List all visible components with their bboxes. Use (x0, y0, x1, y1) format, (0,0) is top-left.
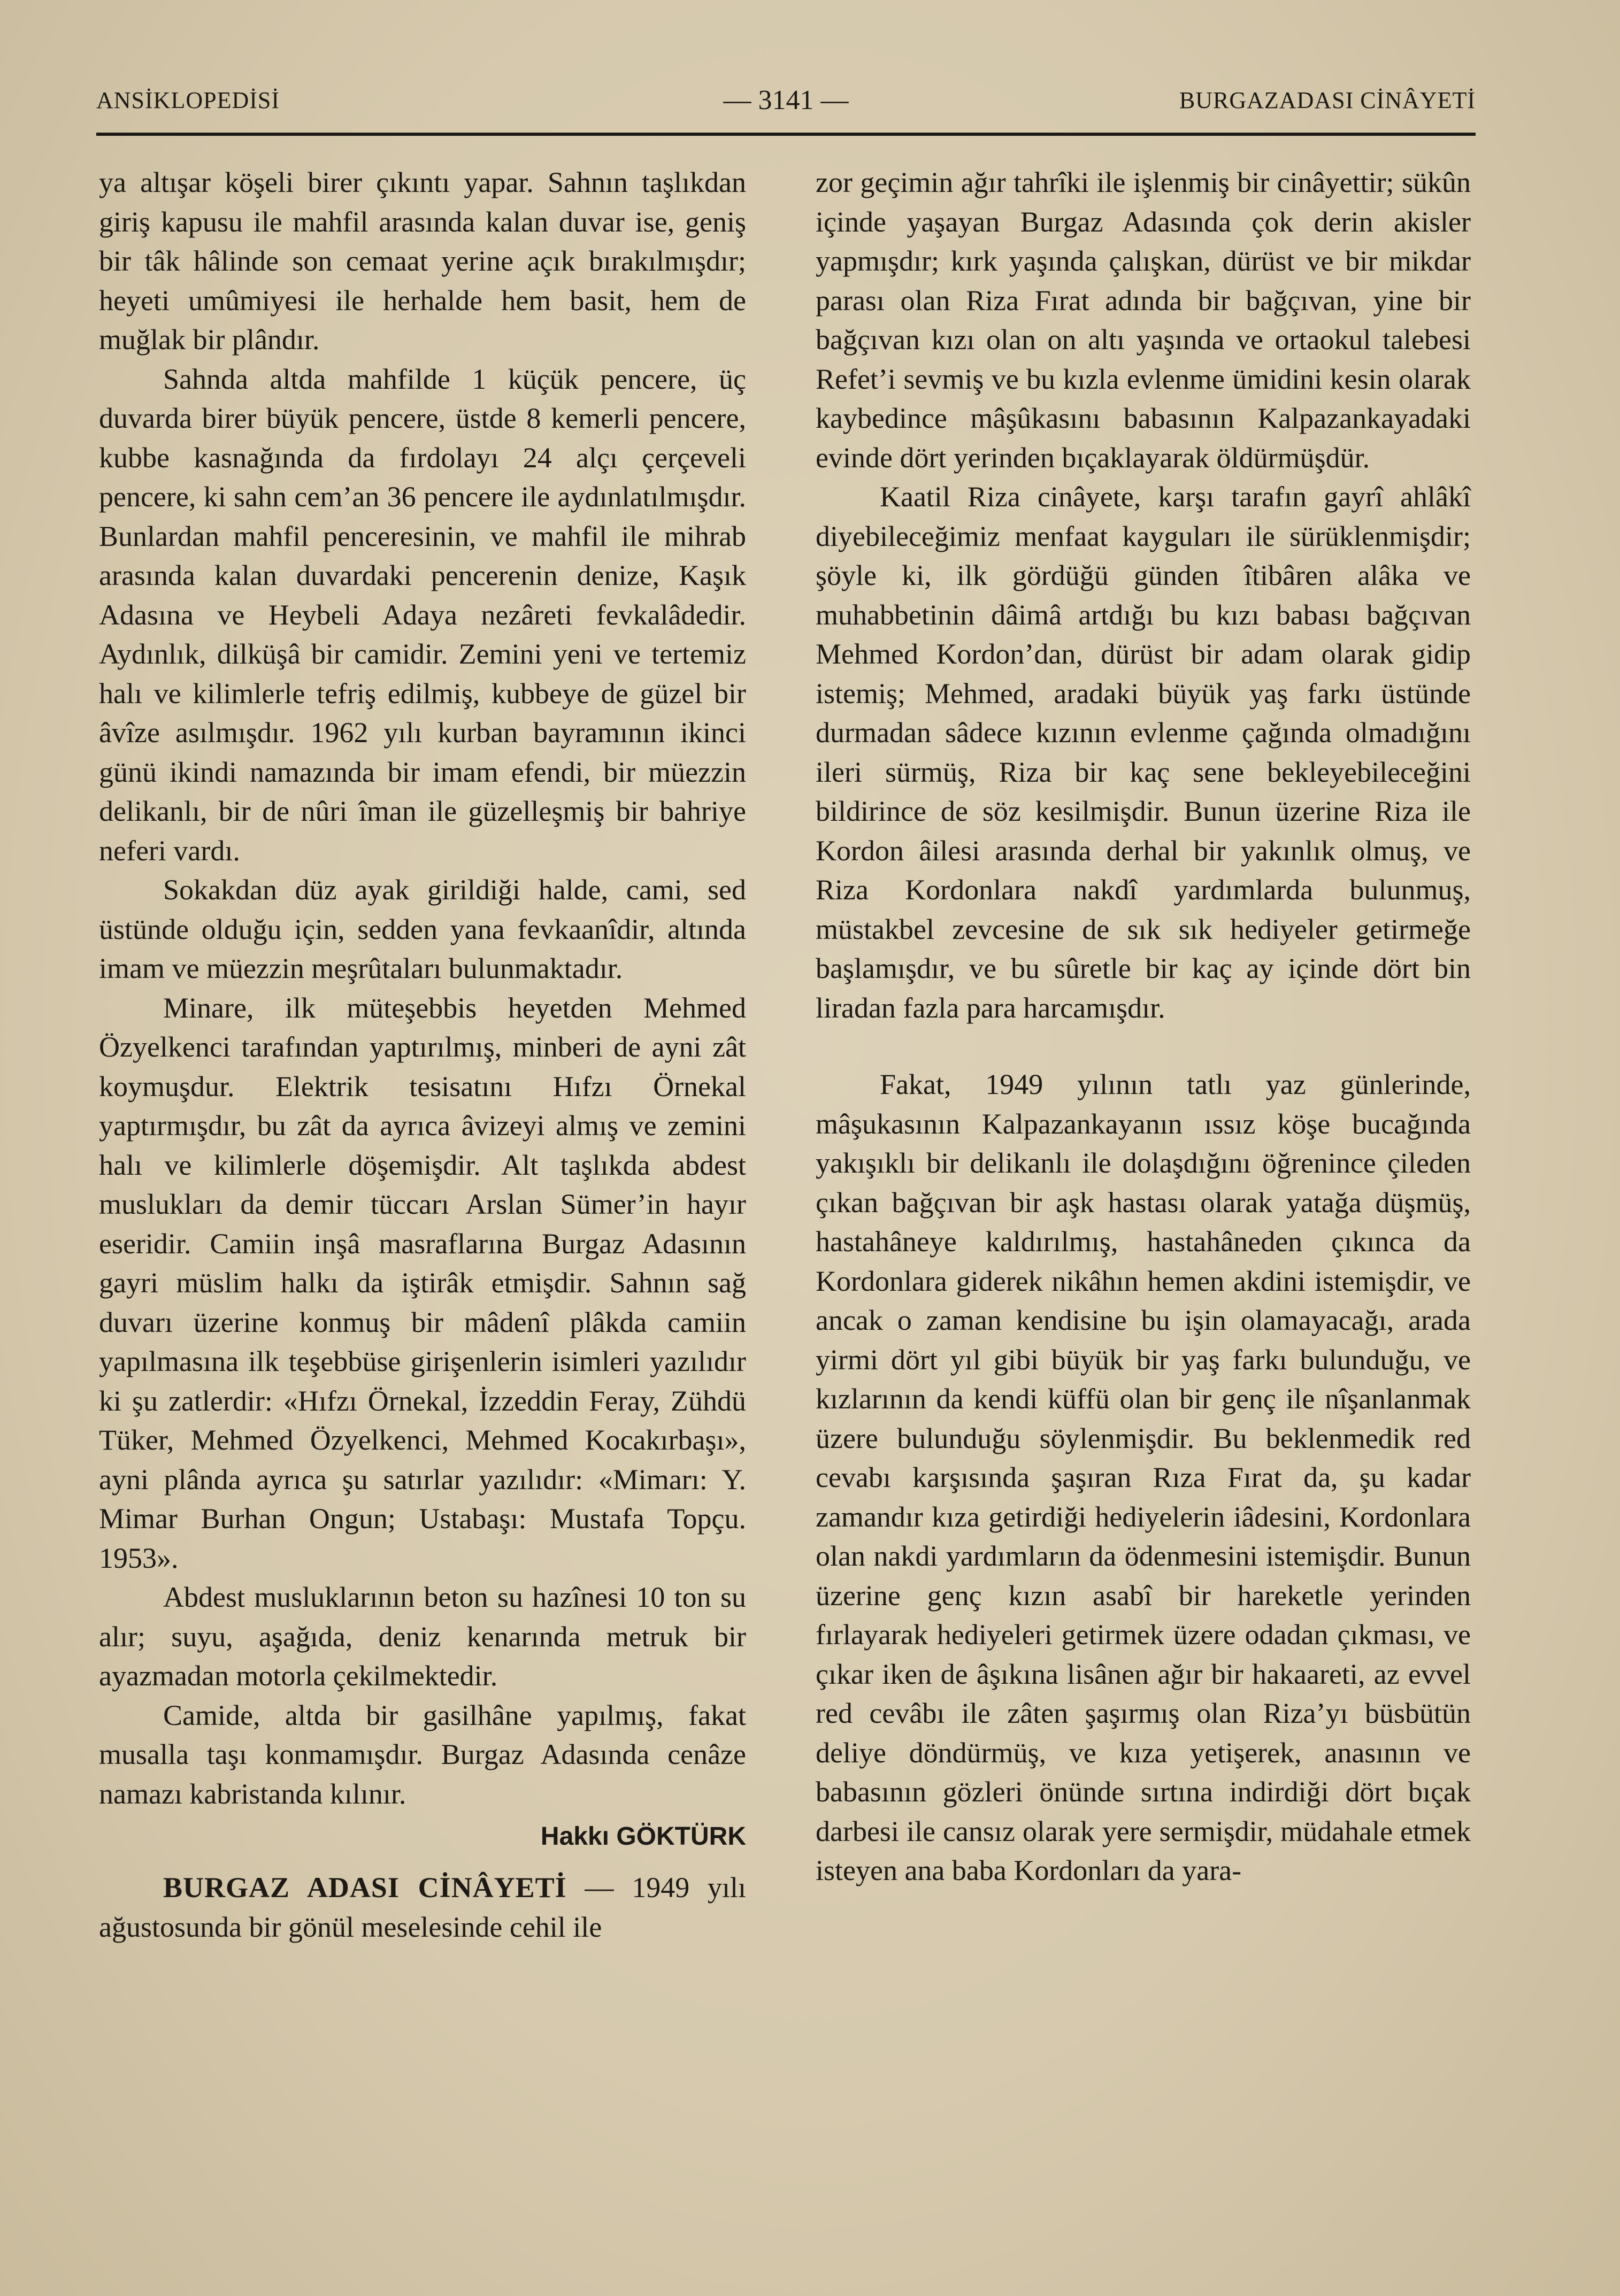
paragraph: Sahnda altda mahfilde 1 küçük pencere, üç duvarda birer büyük pencere, üstde 8 kemerli pencere, kubbe kasnağında da fırdolayı 24 alçı çerçeveli pencere, ki sahn cem’an 36 pencere ile aydınlatılmışdır. Bunlardan mahfil penceresinin, ve mahfil ile mihrab arasında kalan duvardaki pencerenin denize, Kaşık Adasına ve Heybeli Adaya nezâreti fevkalâdedir. Aydınlık, dilküşâ bir camidir. Zemini yeni ve tertemiz halı ve kilimlerle tefriş edilmiş, kubbeye de güzel bir âvîze asılmışdır. 1962 yılı kurban bayramının ikinci günü ikindi namazında bir imam efendi, bir müezzin delikanlı, bir de nûri îman ile güzelleşmiş bir bahriye neferi vardı. (99, 363, 746, 867)
paragraph: Kaatil Riza cinâyete, karşı tarafın gayrî ahlâkî diyebileceğimiz menfaat kayguları ile sürüklenmişdir; şöyle ki, ilk gördüğü günden îtibâren alâka ve muhabbetinin dâimâ artdığı bu kızı babası bağçıvan Mehmed Kordon’dan, dürüst bir adam olarak gidip istemiş; Mehmed, aradaki büyük yaş farkı üstünde durmadan sâdece kızının evlenme çağında olmadığını ileri sürmüş, Riza bir kaç sene bekleyebileceğini bildirince de söz kesilmişdir. Bunun üzerine Riza ile Kordon âilesi arasında derhal bir yakınlık olmuş, ve Riza Kordonlara nakdî yardımlarda bulunmuş, müstakbel zevcesine de sık sık hediyeler getirmeğe başlamışdır, ve bu sûretle bir kaç ay içinde dört bin liradan fazla para harcamışdır. (816, 481, 1471, 1024)
author-signature: Hakkı GÖKTÜRK (540, 1822, 746, 1851)
paragraph: ya altışar köşeli birer çıkıntı yapar. Sahnın taşlıkdan giriş kapusu ile mahfil arasında kalan duvar ise, geniş bir tâk hâlinde son cemaat yerine açık bırakılmışdır; heyeti umûmiyesi ile herhalde hem basit, hem de muğlak bir plândır. (99, 166, 746, 356)
entry-start (99, 1868, 746, 1947)
paragraph: Abdest musluklarının beton su hazînesi 10 ton su alır; suyu, aşağıda, deniz kenarında metruk bir ayazmadan motorla çekilmektedir. (99, 1581, 746, 1692)
header-publication-title: ANSİKLOPEDİSİ (96, 87, 280, 113)
paragraph: Sokakdan düz ayak girildiği halde, cami, sed üstünde olduğu için, sedden yana fevkaanîdir, altında imam ve müezzin meşrûtaları bulunmaktadır. (99, 874, 746, 984)
left-column (99, 163, 746, 1947)
header-rule (96, 133, 1476, 136)
page-number: — 3141 — (723, 85, 849, 115)
entry-intro: — 1949 yılı ağustosunda bir gönül meselesinde cehil ile (99, 1871, 747, 1943)
paragraph: zor geçimin ağır tahrîki ile işlenmiş bir cinâyettir; sükûn içinde yaşayan Burgaz Adasında çok derin akisler yapmışdır; kırk yaşında çalışkan, dürüst ve bir mikdar parası olan Riza Fırat adında bir bağçıvan, yine bir bağçıvan kızı olan on altı yaşında ve ortaokul talebesi Refet’i sevmiş ve bu kızla evlenme ümidini kesin olarak kaybedince mâşûkasını babasının Kalpazankayadaki evinde dört yerinden bıçaklayarak öldürmüşdür. (816, 166, 1471, 474)
right-column (816, 163, 1471, 1891)
paragraph: Minare, ilk müteşebbis heyetden Mehmed Özyelkenci tarafından yaptırılmış, minberi de ayni zât koymuşdur. Elektrik tesisatını Hıfzı Örnekal yaptırmışdır, bu zât da ayrıca âvizeyi almış ve zemini halı ve kilimlerle döşemişdir. Alt taşlıkda abdest muslukları da demir tüccarı Arslan Sümer’in hayır eseridir. Camiin inşâ masraflarına Burgaz Adasının gayri müslim halkı da iştirâk etmişdir. Sahnın sağ duvarı üzerine konmuş bir mâdenî plâkda camiin yapılmasına ilk teşebbüse girişenlerin isimleri yazılıdır ki şu zatlerdir: «Hıfzı Örnekal, İzzeddin Feray, Zühdü Tüker, Mehmed Özyelkenci, Mehmed Kocakırbaşı», ayni plânda ayrıca şu satırlar yazılıdır: «Mimarı: Y. Mimar Burhan Ongun; Ustabaşı: Mustafa Topçu. 1953». (99, 991, 746, 1574)
header-entry-title: BURGAZADASI CİNÂYETİ (1179, 87, 1476, 113)
paragraph: Fakat, 1949 yılının tatlı yaz günlerinde, mâşukasının Kalpazankayanın ıssız köşe bucağında yakışıklı bir delikanlı ile dolaşdığını öğrenince çileden çıkan bağçıvan bir aşk hastası olarak yatağa düşmüş, hastahâneye kaldırılmış, hastahâneden çıkınca da Kordonlara giderek nikâhın hemen akdini istemişdir, ve ancak o zaman kendisine bu işin olamayacağı, arada yirmi dört yıl gibi büyük bir yaş farkı bulunduğu, ve kızlarının da kendi küffü olan bir genç ile nîşanlanmak üzere bulunduğu söylenmişdir. Bu beklenmedik red cevabı karşısında şaşıran Rıza Fırat da, şu kadar zamandır kıza getirdiği hediyelerin iâdesini, Kordonlara olan nakdi yardımların da ödenmesini istemişdir. Bunun üzerine genç kızın asabî bir hareketle yerinden fırlayarak hediyeleri getirmek üzere odadan çıkması, ve çıkar iken de âşıkına lisânen ağır bir hakaareti, az evvel red cevâbı ile zâten şaşırmış olan Riza’yı büsbütün deliye döndürmüş, ve kıza yetişerek, anasının ve babasının gözleri önünde sırtına indirdiği dört bıçak darbesi ile cansız olarak yere sermişdir, müdahale etmek isteyen ana baba Kordonları da yara- (816, 1068, 1471, 1886)
page-header (96, 80, 1476, 123)
entry-heading: BURGAZ ADASI CİNÂYETİ (163, 1871, 567, 1904)
paragraph: Camide, altda bir gasilhâne yapılmış, fakat musalla taşı konmamışdır. Burgaz Adasında cenâze namazı kabristanda kılınır. (99, 1699, 746, 1810)
